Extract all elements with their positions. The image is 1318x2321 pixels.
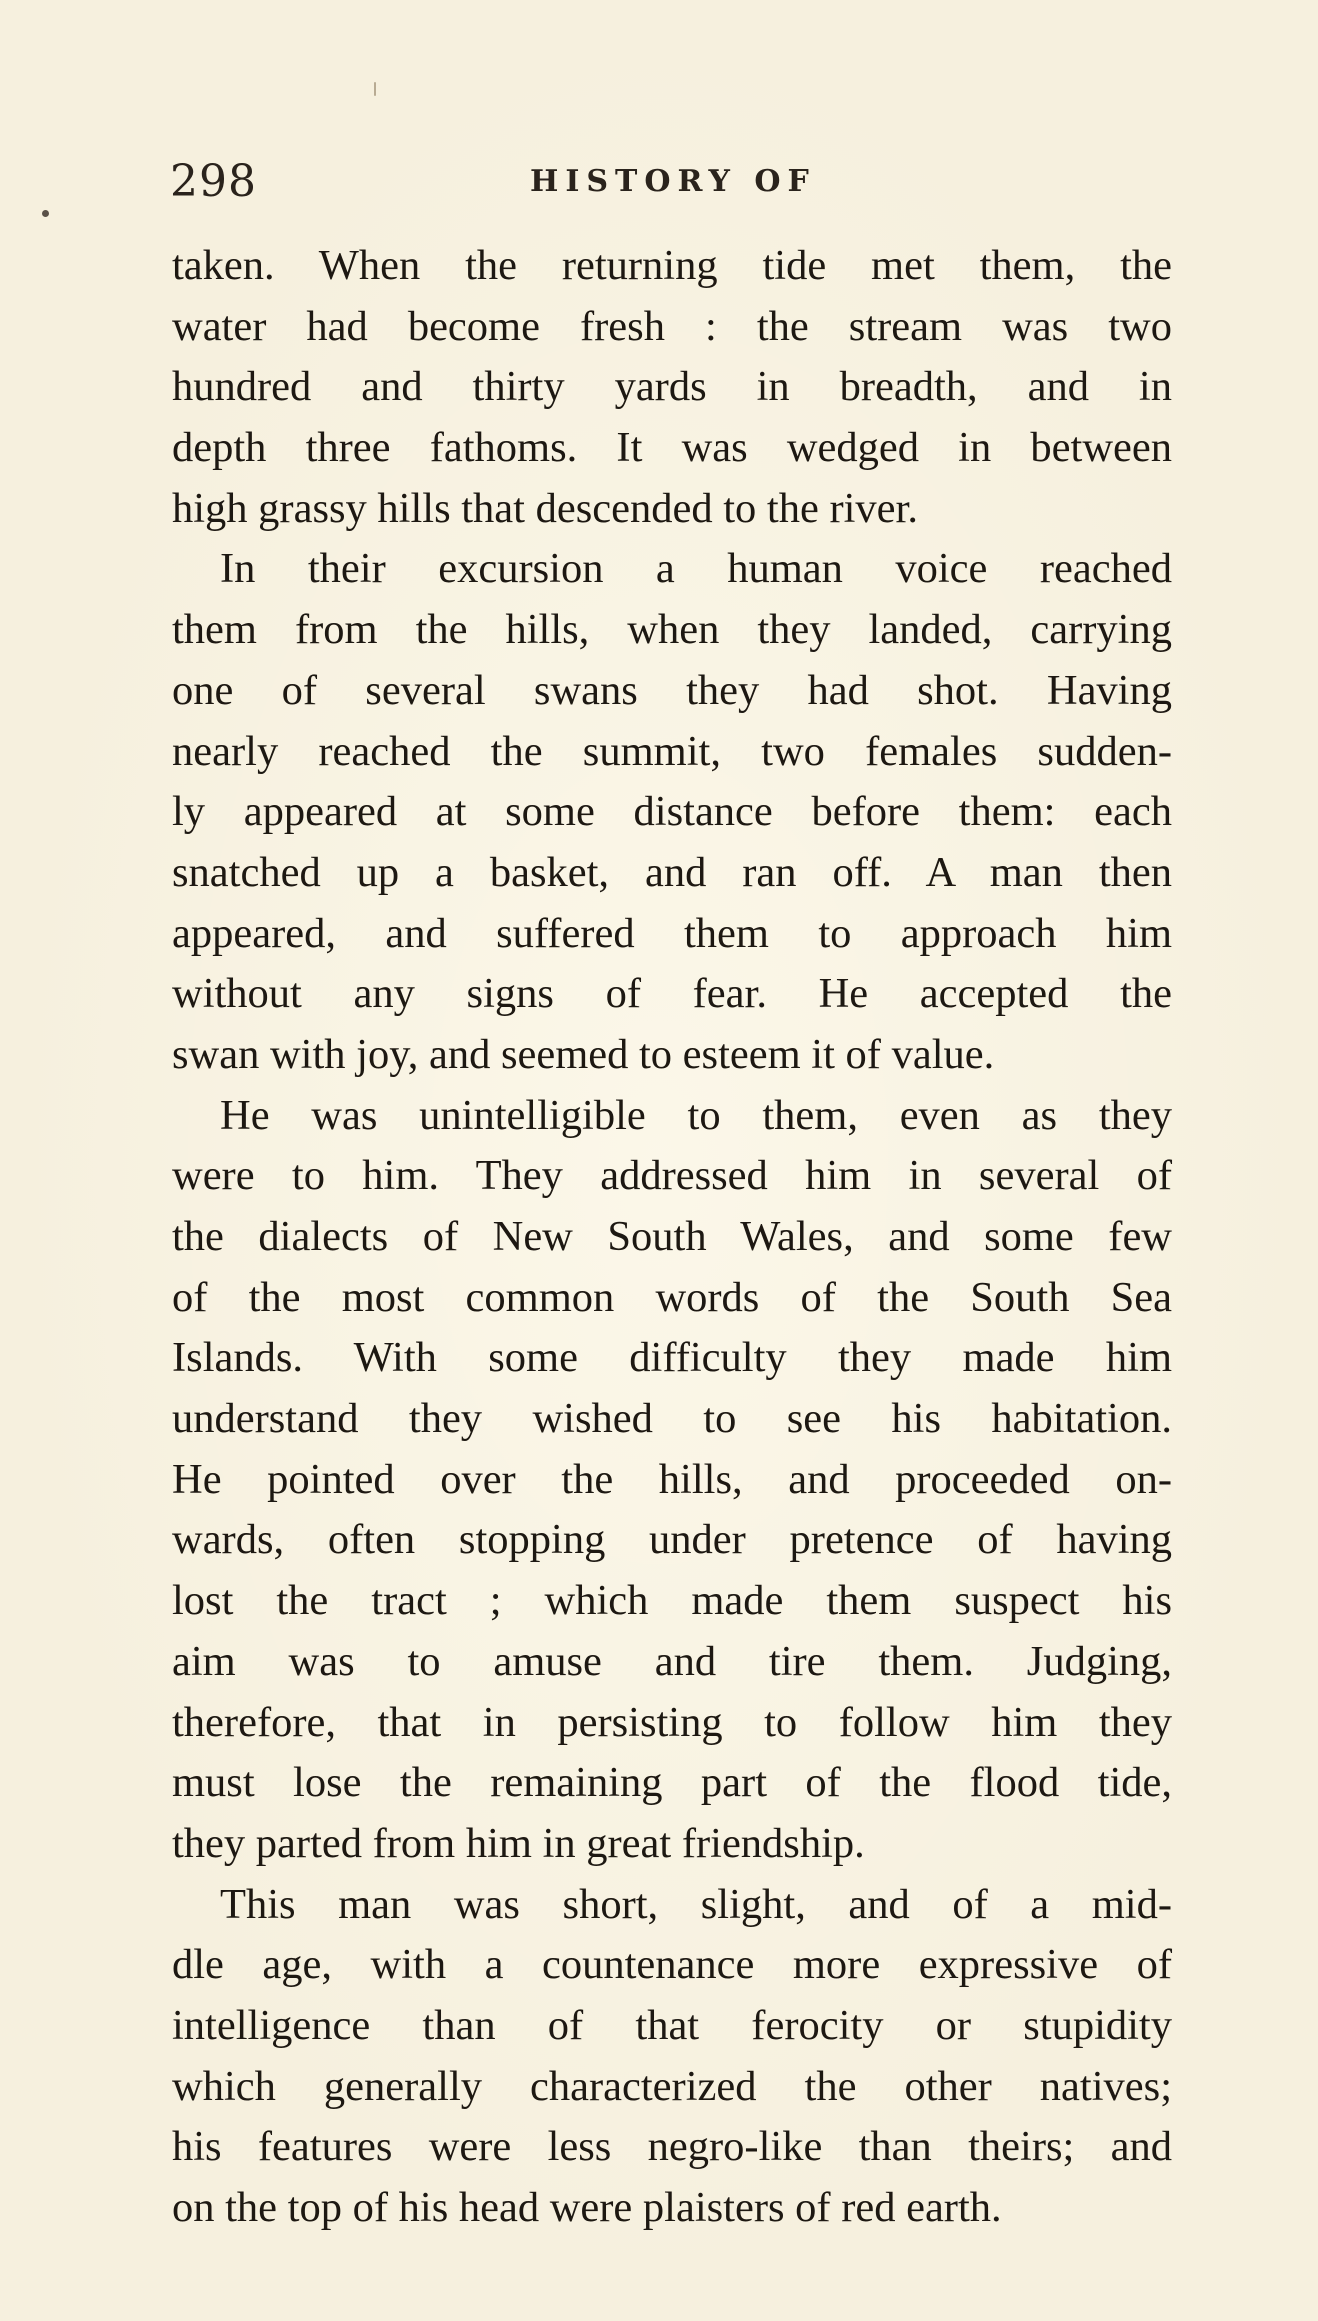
text-line: the dialects of New South Wales, and some few [172, 1213, 1172, 1260]
ink-speck [374, 82, 376, 96]
paragraph [172, 1875, 1172, 2239]
text-line: nearly reached the summit, two females sudden- [172, 727, 1172, 775]
running-head: HISTORY OF [530, 164, 816, 199]
text-line: snatched up a basket, and ran off. A man then [172, 848, 1172, 896]
paragraph [172, 236, 1172, 539]
text-line: of the most common words of the South Sea [172, 1273, 1172, 1321]
text-line: Islands. With some difficulty they made him [172, 1334, 1172, 1382]
text-line: therefore, that in persisting to follow him they [172, 1698, 1172, 1746]
text-line: high grassy hills that descended to the river. [172, 484, 918, 532]
text-line: appeared, and suffered them to approach him [172, 909, 1172, 957]
text-line: on the top of his head were plaisters of red earth. [172, 2184, 1002, 2231]
ink-speck [42, 210, 49, 217]
text-line: He was unintelligible to them, even as they [220, 1091, 1172, 1139]
text-line: them from the hills, when they landed, carrying [172, 606, 1172, 654]
text-line: dle age, with a countenance more expressive of [172, 1941, 1172, 1989]
text-line: water had become fresh : the stream was two [172, 302, 1172, 350]
text-line: one of several swans they had shot. Having [172, 666, 1172, 714]
paragraph [172, 1086, 1172, 1875]
text-line: without any signs of fear. He accepted the [172, 970, 1172, 1018]
text-line: were to him. They addressed him in several of [172, 1152, 1172, 1200]
text-line: must lose the remaining part of the flood tide, [172, 1759, 1172, 1807]
text-line: lost the tract ; which made them suspect his [172, 1577, 1172, 1625]
text-line: they parted from him in great friendship. [172, 1819, 865, 1867]
text-line: his features were less negro-like than theirs; and [172, 2123, 1172, 2171]
text-line: understand they wished to see his habitation. [172, 1395, 1172, 1443]
text-line: which generally characterized the other natives; [172, 2062, 1172, 2110]
text-line: swan with joy, and seemed to esteem it of value. [172, 1030, 995, 1078]
text-line: wards, often stopping under pretence of having [172, 1516, 1172, 1564]
page-header [170, 156, 1170, 216]
text-line: intelligence than of that ferocity or stupidity [172, 2001, 1172, 2049]
text-line: He pointed over the hills, and proceeded on- [172, 1455, 1172, 1503]
text-line: ly appeared at some distance before them: each [172, 788, 1172, 836]
body-text [172, 236, 1172, 2239]
text-line: In their excursion a human voice reached [220, 545, 1172, 593]
page-number: 298 [170, 156, 257, 207]
text-line: taken. When the returning tide met them, the [172, 242, 1172, 289]
text-line: hundred and thirty yards in breadth, and in [172, 363, 1172, 411]
text-line: depth three fathoms. It was wedged in between [172, 424, 1172, 472]
paragraph [172, 539, 1172, 1085]
text-line: aim was to amuse and tire them. Judging, [172, 1637, 1172, 1685]
text-line: This man was short, slight, and of a mid- [220, 1880, 1172, 1928]
